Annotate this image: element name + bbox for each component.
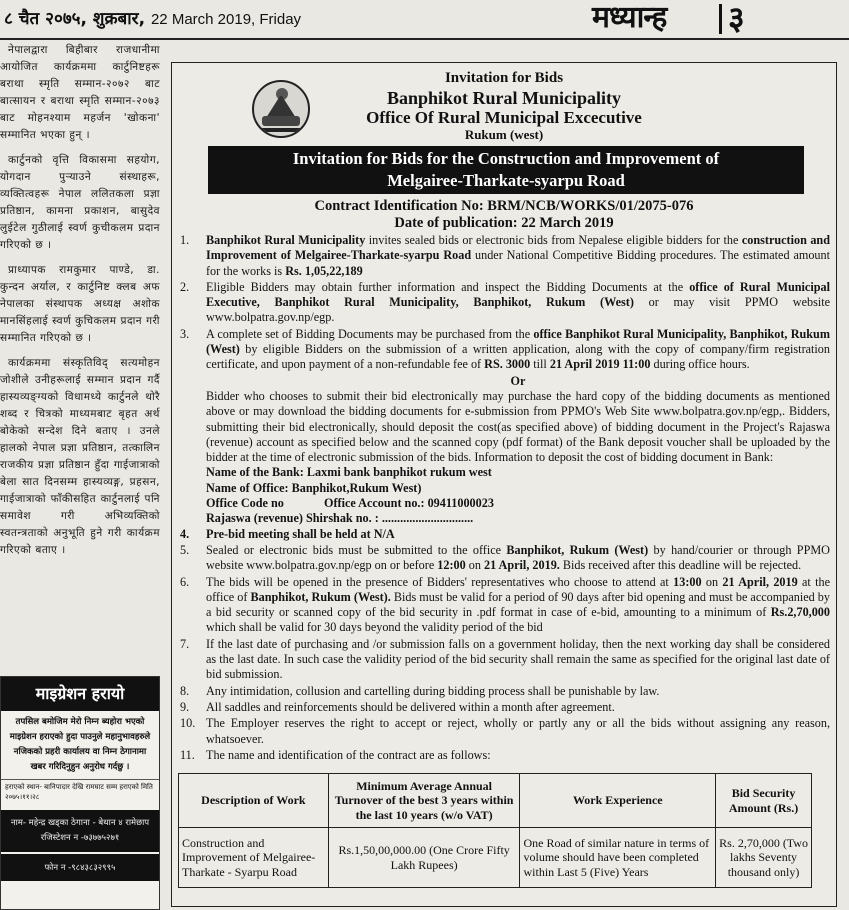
lost-ad-contact: नाम- महेन्द्र खड्का ठेगाना - बेथान ४ रामेछाप रजिस्टेशन न -७३७७५२७१ (1, 810, 159, 852)
issue-date-english: 22 March 2019, Friday (150, 11, 302, 28)
news-paragraph: प्राध्यापक रामकुमार पाण्डे, डा. कुन्दन अर्याल, र कार्टुनिष्ट क्लब अफ नेपालका संस्थापक अध्यक्ष अशोक मानसिंहलाई स्वर्ण कुचिकलम प्रदान गरी सम्मानित गरिएको छ । (0, 264, 160, 344)
table-header-cell: Work Experience (520, 774, 716, 828)
bank-name: Name of the Bank: Laxmi bank banphikot rukum west (206, 465, 492, 480)
table-row (179, 828, 812, 888)
lost-ad-phone: फोन न -९८४३८३२९९५ (1, 854, 159, 881)
news-paragraph: कार्यक्रममा संस्कृतिविद् सत्यमोहन जोशीले उनीहरूलाई सम्मान प्रदान गर्दै हास्यव्यङ्ग्यको विधामध्ये कार्टुनले थोरै शब्द र चित्रको माध्यमबाट बृहत अर्थ बोकेको सन्देश दिने बताए । उनले हालको नेपाल प्रज्ञा प्रतिष्ठान, तत्कालिन राजकीय प्रज्ञा प्रतिष्ठान हुँदा गाईजात्राको बेला सात दिनसम्म हास्यव्यङ्ग, प्रहसन, गाईजात्राको फाँकीसहित कार्टुनलाई पनि समावेश गरी अभिव्यक्तिको स्वतन्त्रताको अनुभूति हुने गरी कार्यक्रम गरिएको बताए । (0, 357, 160, 556)
contract-table (178, 773, 812, 888)
lost-document-ad (0, 676, 160, 910)
notice-banner (208, 146, 804, 194)
notice-item-1: 1. Banphikot Rural Municipality invites sealed bids or electronic bids from Nepalese eligible bidders for the construction and Improvement of Melgairee-Tharkate-syarpu Road under National Competitive Bidding procedures. The estimated amount for the works is Rs. 1,05,22,189 (180, 233, 830, 278)
table-header-cell: Bid Security Amount (Rs.) (716, 774, 812, 828)
table-header-cell: Minimum Average Annual Turnover of the best 3 years within the last 10 years (w/o VAT) (328, 774, 520, 828)
contract-id: Contract Identification No: BRM/NCB/WORKS/01/2075-076 (314, 198, 694, 214)
lost-ad-details: हराएको स्थान- बानिपादार देखि रामघाट सम्म हराएको मिति २०७५।११।२८ (1, 779, 159, 804)
news-paragraph: नेपालद्वारा बिहीबार राजधानीमा आयोजित कार्यक्रममा कार्टुनिष्टहरू बराथा स्मृति सम्मान-२०७२ बाट बात्सायन र बराथा स्मृति सम्मान-२०७३ बाट मोहनश्याम महर्जन 'खोकना' सम्मानित भएका हुन् । (0, 44, 160, 141)
banner-line-2: Melgairee-Tharkate-syarpu Road (387, 171, 625, 190)
notice-item-6: 6. The bids will be opened in the presence of Bidders' representatives who choose to attend at 13:00 on 21 April, 2019 at the office of Banphikot, Rukum (West). Bids must be valid for a period of 90 days after bid opening and must be accompanied by a bid security or scanned copy of the bid security in .pdf format in case of e-bid, amounting to a minimum of Rs.2,70,000 which shall be valid for 30 days beyond the validity period of the bid (180, 574, 831, 635)
lost-ad-body: तपसिल बमोजिम मेरो निम्न ब्यहोरा भएको माइग्रेशन हराएको हुदा पाउनुले महानुभावहरुले नजिकको प्रहरी कार्यालय वा निम्न ठेगानामा खबर गरिदिनुहुन अनुरोध गर्दछु । (9, 717, 151, 772)
notice-item-8: 8. Any intimidation, collusion and cartelling during bidding process shall be punishable by law. (180, 683, 660, 698)
notice-title: Invitation for Bids (444, 70, 564, 86)
issue-date-nepali: ८ चैत २०७५, शुक्रबार, (4, 9, 146, 29)
district-name: Rukum (west) (464, 127, 544, 142)
electronic-bid-paragraph: Bidder who chooses to submit their bid electronically may purchase the hard copy of the bidding documents as mentioned above or may download the bidding documents for e-submission from PPMO's Web Site www.bolpatra.gov.np/egp,. Bidders, submitting their bid electronically, should deposit the cost(as specified above) of bidding document in the Project's Rajaswa (revenue) account as specified below and the scanned copy (pdf format) of the Bank deposit voucher shall be uploaded by the bidder at the time of electronic submission of the bids. Information to deposit the cost of bidding document in Bank: (206, 388, 830, 465)
banner-line-1: Invitation for Bids for the Construction and Improvement of (292, 149, 720, 168)
publication-date: Date of publication: 22 March 2019 (394, 215, 614, 231)
page-number: ३ (728, 0, 745, 37)
table-cell: One Road of similar nature in terms of volume should have been completed within Last 5 (Five) Years (520, 828, 716, 888)
rajaswa-line: Rajaswa (revenue) Shirshak no. : .............................. (206, 511, 474, 526)
notice-item-4: 4. Pre-bid meeting shall be held at N/A (180, 526, 395, 541)
office-name: Office Of Rural Municipal Excecutive (366, 108, 642, 127)
table-header-row (179, 774, 812, 828)
or-separator: Or (510, 373, 526, 388)
notice-item-5: 5. Sealed or electronic bids must be submitted to the office Banphikot, Rukum (West) by hand/courier or through PPMO website www.bolpatra.gov.np/egp on or before 12:00 on 21 April, 2019. Bids received after this deadline will be rejected. (180, 542, 830, 573)
page-header (0, 0, 849, 40)
notice-item-10: 10. The Employer reserves the right to accept or reject, wholly or partly any or all the bids without assigning any reason, whatsoever. (180, 716, 830, 746)
municipality-name: Banphikot Rural Municipality (386, 88, 622, 108)
issue-date (4, 6, 301, 29)
notice-item-9: 9. All saddles and reinforcements should be delivered within a month after agreement. (180, 699, 615, 714)
office-name-line: Name of Office: Banphikot,Rukum West) (206, 480, 422, 495)
notice-body (180, 233, 830, 764)
table-cell: Rs.1,50,00,000.00 (One Crore Fifty Lakh Rupees) (328, 828, 520, 888)
table-header-cell: Description of Work (179, 774, 329, 828)
left-news-column (0, 42, 160, 670)
office-code-line: Office Code no Office Account no.: 09411000023 (206, 496, 494, 511)
notice-item-3: 3. A complete set of Bidding Documents may be purchased from the office Banphikot Rural Municipality, Banphikot, Rukum (West) by eligible Bidders on the submission of a written application, along with the copy of company/firm registration certificate, and upon payment of a non-refundable fee of RS. 3000 till 21 April 2019 11:00 during office hours. (180, 326, 830, 372)
notice-item-7: 7. If the last date of purchasing and /or submission falls on a government holiday, then the next working day shall be considered as the last date. In such case the validity period of the bid security shall remain the same as specified for the original last date of bid submission. (180, 636, 830, 682)
table-cell: Construction and Improvement of Melgairee-Tharkate - Syarpu Road (179, 828, 329, 888)
lost-ad-title: माइग्रेशन हरायो (1, 677, 159, 711)
notice-item-2: 2. Eligible Bidders may obtain further information and inspect the Bidding Documents at the office of Rural Municipal Executive, Banphikot Rural Municipality, Banphikot, Rukum (West) or may visit PPMO website www.bolpatra.gov.np/egp. (180, 279, 830, 325)
notice-item-11: 11. The name and identification of the contract are as follows: (180, 747, 491, 762)
newspaper-masthead: मध्यान्ह (592, 0, 667, 35)
news-paragraph: कार्टुनको वृत्ति विकासमा सहयोग, योगदान पुर्‍याउने संस्थाहरू, व्यक्तित्वहरू नेपाल ललितकला प्रज्ञा प्रतिष्ठान, कामना प्रकाशन, बासुदेव लुईटेल गुठीलाई स्वर्ण कुचीकलम प्रदान गरिएको छ । (0, 154, 160, 251)
table-cell: Rs. 2,70,000 (Two lakhs Seventy thousand only) (716, 828, 812, 888)
masthead-divider (719, 4, 722, 34)
